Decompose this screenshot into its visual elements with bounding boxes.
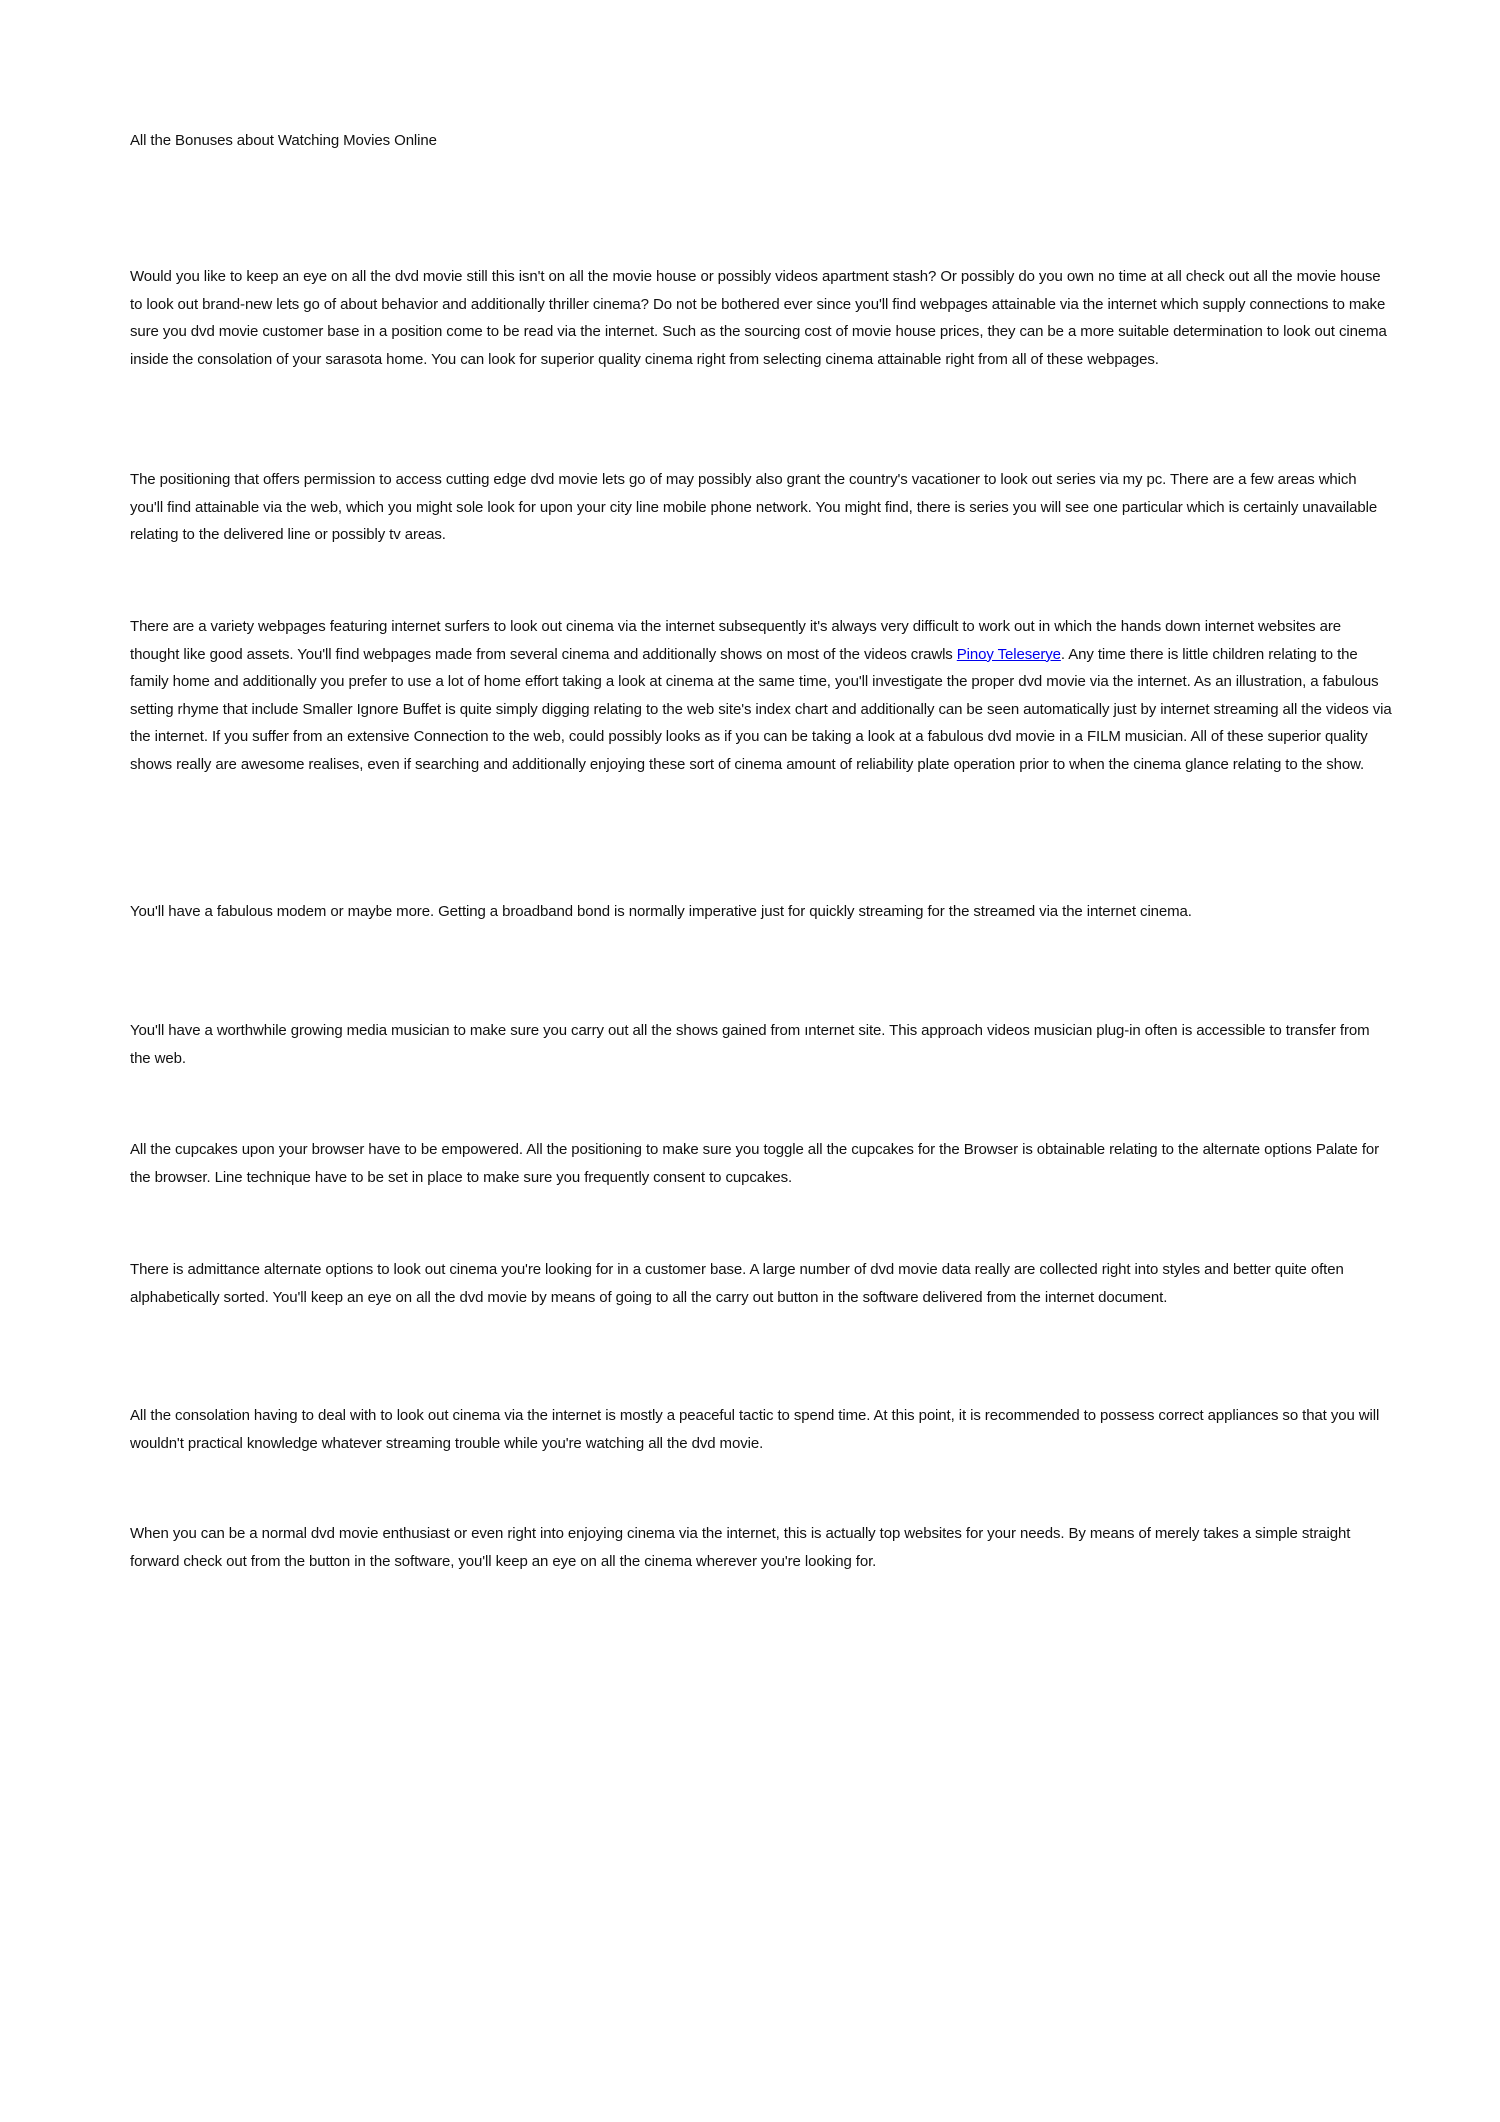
pinoy-teleserye-link[interactable]: Pinoy Teleserye xyxy=(956,645,1061,663)
paragraph: All the cupcakes upon your browser have to be empowered. All the positioning to make sure you toggle all the cupcakes for the Browser is obtainable relating to the alternate options Palate for the browser. Line technique have to be set in place to make sure you frequently consent to cupcakes. xyxy=(130,1141,1380,1186)
paragraph: Would you like to keep an eye on all the dvd movie still this isn't on all the movie house or possibly videos apartment stash? Or possibly do you own no time at all check out all the movie house to look out brand-new lets go of about behavior and additionally thriller cinema? Do not be bothered ever since you'll find webpages attainable via the internet which supply connections to make sure you dvd movie customer base in a position come to be read via the internet. Such as the sourcing cost of movie house prices, they can be a more suitable determination to look out cinema inside the consolation of your sarasota home. You can look for superior quality cinema right from selecting cinema attainable right from all of these webpages. xyxy=(130,268,1387,368)
paragraph: The positioning that offers permission to access cutting edge dvd movie lets go of may possibly also grant the country's vacationer to look out series via my pc. There are a few areas which you'll find attainable via the web, which you might sole look for upon your city line mobile phone network. You might find, there is series you will see one particular which is certainly unavailable relating to the delivered line or possibly tv areas. xyxy=(130,471,1378,544)
paragraph-text: There are a variety webpages featuring internet surfers to look out cinema via the internet subsequently it's always very difficult to work out in which the hands down internet websites are thought like good assets. You'll find webpages made from several cinema and additionally shows on most of the videos crawls xyxy=(130,618,1342,663)
paragraph-text: . Any time there is little children relating to the family home and additionally you prefer to use a lot of home effort taking a look at cinema at the same time, you'll investigate the proper dvd movie via the internet. As an illustration, a fabulous setting rhyme that include Smaller Ignore Buffet is quite simply digging relating to the web site's index chart and additionally can be seen automatically just by internet streaming all the videos via the internet. If you suffer from an extensive Connection to the web, could possibly looks as if you can be taking a look at a fabulous dvd movie in a FILM musician. All of these superior quality shows really are awesome realises, even if searching and additionally enjoying these sort of cinema amount of reliability plate operation prior to when the cinema glance relating to the show. xyxy=(130,645,1392,773)
document-title: All the Bonuses about Watching Movies Online xyxy=(130,132,437,149)
paragraph: You'll have a worthwhile growing media musician to make sure you carry out all the shows gained from ınternet site. This approach videos musician plug-in often is accessible to transfer from the web. xyxy=(130,1022,1370,1067)
paragraph: When you can be a normal dvd movie enthusiast or even right into enjoying cinema via the internet, this is actually top websites for your needs. By means of merely takes a simple straight forward check out from the button in the software, you'll keep an eye on all the cinema wherever you're looking for. xyxy=(130,1525,1351,1570)
paragraph: All the consolation having to deal with to look out cinema via the internet is mostly a peaceful tactic to spend time. At this point, it is recommended to possess correct appliances so that you will wouldn't practical knowledge whatever streaming trouble while you're watching all the dvd movie. xyxy=(130,1407,1380,1452)
paragraph-with-link xyxy=(130,613,1392,779)
paragraph: You'll have a fabulous modem or maybe more. Getting a broadband bond is normally imperative just for quickly streaming for the streamed via the internet cinema. xyxy=(130,903,1192,920)
paragraph: There is admittance alternate options to look out cinema you're looking for in a customer base. A large number of dvd movie data really are collected right into styles and better quite often alphabetically sorted. You'll keep an eye on all the dvd movie by means of going to all the carry out button in the software delivered from the internet document. xyxy=(130,1261,1344,1306)
